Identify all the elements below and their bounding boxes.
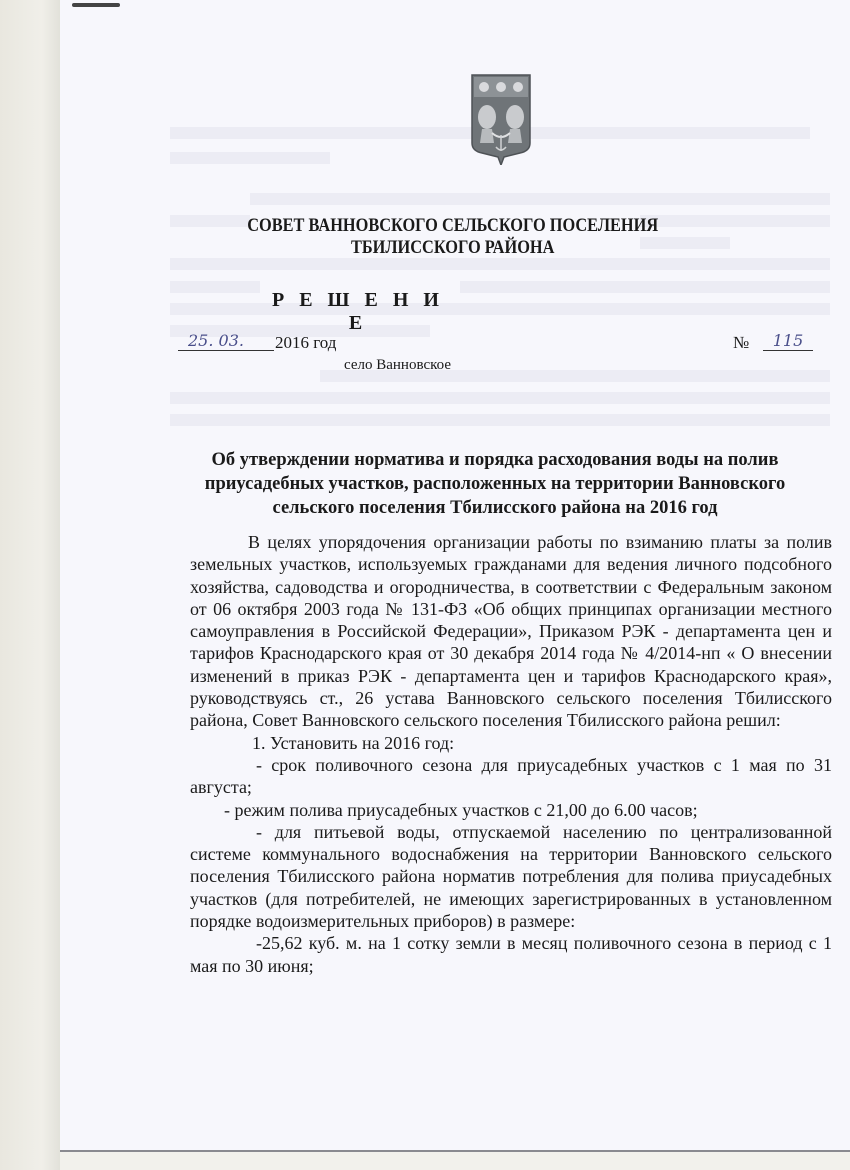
bleed-through-line — [170, 414, 830, 426]
bleed-through-line — [170, 392, 830, 404]
staple-mark — [72, 3, 120, 7]
title-line: приусадебных участков, расположенных на территории Ванновского — [204, 474, 786, 494]
bleed-through-line — [460, 281, 830, 293]
item-1-season: - срок поливочного сезона для приусадебных участков с 1 мая по 31 августа; — [190, 754, 832, 798]
item-1: 1. Установить на 2016 год: — [252, 732, 455, 753]
year-label: 2016 год — [275, 333, 337, 352]
bleed-through-line — [170, 281, 260, 293]
document-title — [160, 448, 830, 520]
date-number-row — [178, 333, 828, 357]
item-1-watering-hours: - режим полива приусадебных участков с 21,00 до 6.00 часов; — [224, 799, 698, 820]
item-1-volume: -25,62 куб. м. на 1 сотку земли в месяц поливочного сезона в период с 1 мая по 30 июня; — [190, 933, 832, 976]
preamble-paragraph: В целях упорядочения организации работы по взиманию платы за полив земельных участков, используемых гражданами для ведения личного подсобного хозяйства, садоводства и огородничества, в соответствии с Федеральным законом от 06 октября 2003 года № 131-ФЗ «Об общих принципах организации местного самоуправления в Российской Федерации», Приказом РЭК - департамента цен и тарифов Краснодарского края от 30 декабря 2014 года № 4/2014-нп « О внесении изменений в приказ РЭК - департамента цен и тарифов Краснодарского края», руководствуясь ст., 26 устава Ванновского сельского поселения Тбилисского района, Совет Ванновского сельского поселения Тбилисского района решил: — [190, 532, 832, 731]
item-1-norm: - для питьевой воды, отпускаемой населению по централизованной системе коммунального водоснабжения на территории Ванновского сельского поселения Тбилисского района норматив потребления для полива приусадебных участков (для потребителей, не имеющих зарегистрированных в установленном порядке водоизмерительных приборов) в размере: — [190, 821, 832, 932]
coat-of-arms-emblem — [470, 73, 532, 165]
scan-edge-strip — [0, 0, 60, 1170]
title-line: сельского поселения Тбилисского района на 2016 год — [272, 498, 718, 518]
decision-heading: Р Е Ш Е Н И Е — [272, 289, 444, 334]
handwritten-date: 25. 03. — [178, 331, 274, 351]
village-name: село Ванновское — [344, 357, 451, 373]
bleed-through-line — [170, 152, 330, 164]
document-body — [190, 531, 832, 977]
title-line: Об утверждении норматива и порядка расходования воды на полив — [211, 450, 779, 470]
council-name-line2: ТБИЛИССКОГО РАЙОНА — [350, 237, 555, 258]
council-name-line1: СОВЕТ ВАННОВСКОГО СЕЛЬСКОГО ПОСЕЛЕНИЯ — [247, 215, 659, 236]
handwritten-number: 115 — [763, 331, 813, 351]
bleed-through-line — [170, 258, 830, 270]
number-sign: № — [733, 333, 750, 352]
bleed-through-line — [250, 193, 830, 205]
